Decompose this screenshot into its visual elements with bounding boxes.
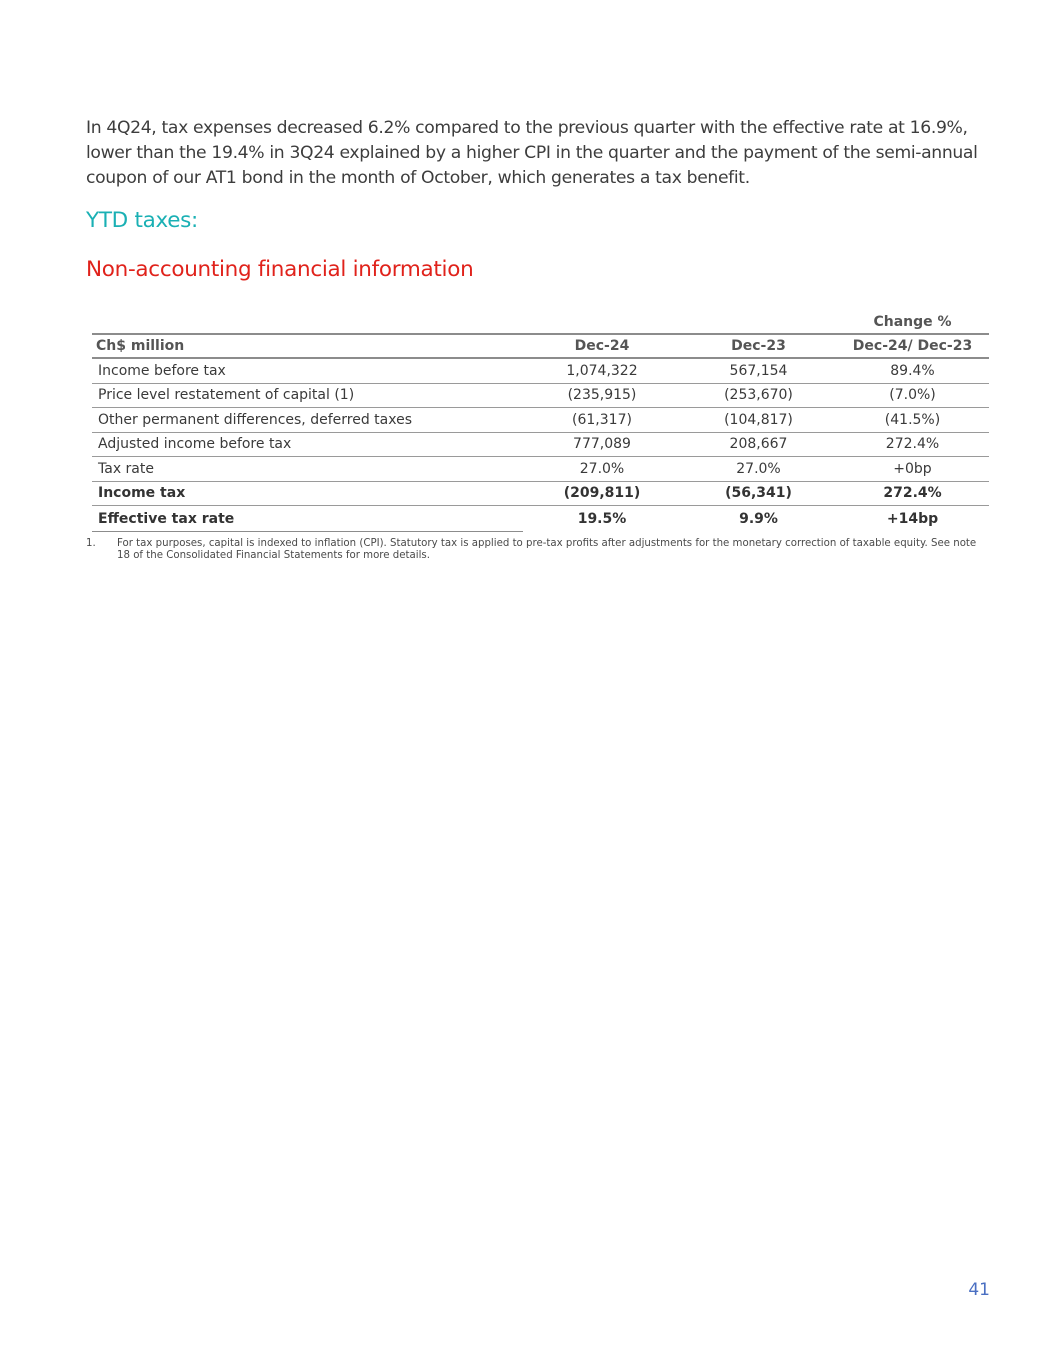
table-row xyxy=(92,408,989,433)
table-row xyxy=(92,457,989,482)
dec23-value: 567,154 xyxy=(729,362,788,379)
row-label: Adjusted income before tax xyxy=(98,436,292,453)
tax-table xyxy=(92,311,989,531)
table-row xyxy=(92,506,989,531)
header-cell: Ch$ million xyxy=(96,338,185,354)
ytd-taxes-heading: YTD taxes: xyxy=(86,208,198,233)
row-label: Price level restatement of capital (1) xyxy=(98,387,355,404)
dec23-value: (56,341) xyxy=(725,485,792,502)
dec24-value: 1,074,322 xyxy=(566,362,638,379)
footnote-number: 1. xyxy=(86,538,96,549)
change-value: 272.4% xyxy=(885,436,940,453)
section-heading: Non-accounting financial information xyxy=(86,257,474,282)
header-cell: Dec-23 xyxy=(731,338,786,354)
table-row xyxy=(92,482,989,507)
row-label: Effective tax rate xyxy=(98,510,235,527)
dec23-value: (104,817) xyxy=(724,411,793,428)
row-label: Income tax xyxy=(98,485,186,502)
intro-paragraph: In 4Q24, tax expenses decreased 6.2% compared to the previous quarter with the effective rate at 16.9%, lower than the 19.4% in 3Q24 explained by a higher CPI in the quarter and the payment of the semi-annual coupon of our AT1 bond in the month of October, which generates a tax benefit. xyxy=(86,118,978,188)
header-cell: Dec-24 xyxy=(574,338,630,354)
footnote-text: For tax purposes, capital is indexed to inflation (CPI). Statutory tax is applied to pre-tax profits after adjustments for the monetary correction of taxable equity. See note 18 of the Consolidated Financial Statements for more details. xyxy=(117,538,977,561)
change-value: (41.5%) xyxy=(884,411,941,428)
change-value: (7.0%) xyxy=(889,387,936,404)
dec24-value: (235,915) xyxy=(567,387,637,404)
table-row xyxy=(92,359,989,384)
dec23-value: (253,670) xyxy=(724,387,793,404)
table-header-row xyxy=(92,333,989,359)
footnote xyxy=(86,538,992,562)
dec24-value: 27.0% xyxy=(579,460,625,477)
change-value: 272.4% xyxy=(883,485,942,502)
dec24-value: (61,317) xyxy=(572,411,632,428)
table-header-top-row xyxy=(92,311,989,333)
dec24-value: 19.5% xyxy=(577,510,627,527)
row-label: Other permanent differences, deferred taxes xyxy=(98,411,412,428)
dec23-value: 208,667 xyxy=(729,436,788,453)
page-number: 41 xyxy=(968,1280,990,1300)
dec23-value: 27.0% xyxy=(736,460,781,477)
table-row xyxy=(92,384,989,409)
row-label: Tax rate xyxy=(98,460,154,477)
change-value: 89.4% xyxy=(890,362,935,379)
header-cell: Dec-24/ Dec-23 xyxy=(852,338,973,354)
change-value: +14bp xyxy=(886,510,939,527)
row-label: Income before tax xyxy=(98,362,226,379)
dec24-value: (209,811) xyxy=(563,485,641,502)
table-row xyxy=(92,433,989,458)
change-label: Change % xyxy=(873,314,952,330)
dec23-value: 9.9% xyxy=(739,510,778,527)
dec24-value: 777,089 xyxy=(573,436,631,453)
change-value: +0bp xyxy=(893,460,932,477)
table-bottom-rule xyxy=(92,531,523,532)
